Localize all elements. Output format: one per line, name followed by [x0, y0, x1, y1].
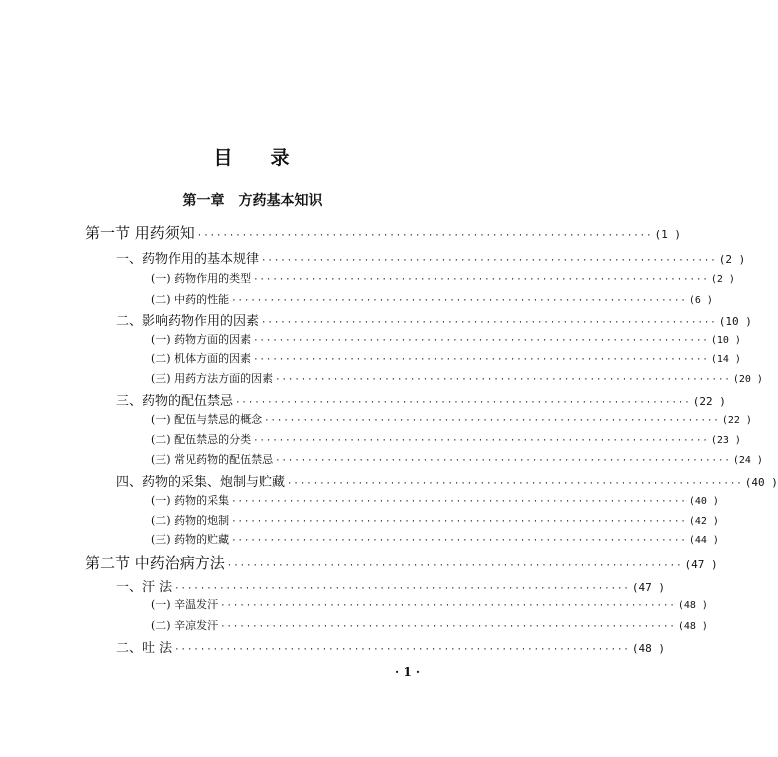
- toc-entry-item[interactable]: [151, 596, 708, 612]
- dot-leader: ·······································································: [220, 622, 676, 632]
- toc-entry-item[interactable]: [151, 331, 741, 347]
- toc-entry-subsection[interactable]: [116, 310, 752, 329]
- title-char-right: 录: [270, 147, 292, 169]
- toc-entry-page: (42 ): [688, 516, 719, 527]
- dot-leader: ·······································································: [253, 336, 709, 346]
- toc-entry-item[interactable]: [151, 531, 719, 547]
- toc-entry-section[interactable]: [85, 552, 718, 573]
- toc-entry-label: (二) 配伍禁忌的分类: [151, 433, 252, 446]
- title-char-left: 目: [213, 147, 235, 169]
- toc-entry-page: (10 ): [710, 335, 741, 346]
- toc-entry-label: 第一节 用药须知: [85, 224, 195, 242]
- toc-entry-label: 三、药物的配伍禁忌: [116, 394, 234, 409]
- toc-entry-item[interactable]: [151, 411, 752, 427]
- toc-entry-label: 一、汗 法: [116, 580, 173, 595]
- toc-entry-page: (48 ): [677, 600, 708, 611]
- toc-entry-label: (二) 中药的性能: [151, 293, 230, 306]
- dot-leader: ·······································································: [275, 456, 731, 466]
- toc-entry-item[interactable]: [151, 431, 741, 447]
- page-title: [0, 143, 505, 170]
- chapter-heading: [0, 190, 505, 210]
- dot-leader: ·······································································: [261, 256, 717, 266]
- dot-leader: ·······································································: [253, 355, 709, 365]
- dot-leader: ·······································································: [231, 536, 687, 546]
- toc-entry-label: (三) 药物的贮藏: [151, 533, 230, 546]
- dot-leader: ·······································································: [253, 436, 709, 446]
- toc-entry-label: (三) 用药方法方面的因素: [151, 372, 274, 385]
- dot-leader: ·······································································: [231, 296, 687, 306]
- toc-entry-page: (6 ): [688, 295, 713, 306]
- chapter-name: 方药基本知识: [238, 193, 323, 209]
- toc-entry-section[interactable]: [85, 222, 681, 243]
- toc-entry-label: (一) 药物方面的因素: [151, 333, 252, 346]
- toc-entry-subsection[interactable]: [116, 576, 665, 595]
- toc-entry-item[interactable]: [151, 492, 719, 508]
- toc-entry-page: (14 ): [710, 354, 741, 365]
- toc-entry-item[interactable]: [151, 370, 763, 386]
- dot-leader: ·······································································: [231, 517, 687, 527]
- toc-entry-label: 四、药物的采集、炮制与贮藏: [116, 475, 286, 490]
- toc-entry-label: 第二节 中药治病方法: [85, 554, 225, 572]
- toc-entry-item[interactable]: [151, 617, 708, 633]
- toc-entry-page: (10 ): [718, 315, 752, 328]
- toc-entry-page: (48 ): [631, 642, 665, 655]
- toc-entry-item[interactable]: [151, 512, 719, 528]
- dot-leader: ·······································································: [174, 645, 630, 655]
- toc-entry-label: (一) 药物的采集: [151, 494, 230, 507]
- toc-entry-subsection[interactable]: [116, 471, 778, 490]
- toc-entry-subsection[interactable]: [116, 248, 746, 267]
- toc-entry-page: (24 ): [732, 455, 763, 466]
- toc-entry-page: (48 ): [677, 621, 708, 632]
- dot-leader: ·······································································: [220, 601, 676, 611]
- toc-entry-label: (二) 药物的炮制: [151, 514, 230, 527]
- toc-entry-page: (22 ): [721, 415, 752, 426]
- toc-entry-item[interactable]: [151, 291, 713, 307]
- dot-leader: ·······································································: [275, 375, 731, 385]
- dot-leader: ·······································································: [226, 561, 683, 571]
- toc-entry-page: (40 ): [744, 476, 778, 489]
- toc-entry-label: (二) 机体方面的因素: [151, 352, 252, 365]
- toc-entry-page: (47 ): [684, 558, 718, 571]
- toc-entry-item[interactable]: [151, 270, 735, 286]
- dot-leader: ·······································································: [287, 479, 743, 489]
- toc-entry-label: (二) 辛凉发汗: [151, 619, 219, 632]
- dot-leader: ·······································································: [261, 318, 717, 328]
- toc-entry-page: (20 ): [732, 374, 763, 385]
- toc-entry-label: (一) 辛温发汗: [151, 598, 219, 611]
- toc-entry-label: 二、影响药物作用的因素: [116, 314, 260, 329]
- toc-entry-page: (1 ): [654, 228, 681, 241]
- dot-leader: ·······································································: [264, 416, 720, 426]
- toc-entry-page: (2 ): [710, 274, 735, 285]
- toc-entry-subsection[interactable]: [116, 637, 665, 656]
- dot-leader: ·······································································: [196, 231, 653, 241]
- toc-entry-label: (三) 常见药物的配伍禁忌: [151, 453, 274, 466]
- toc-entry-page: (44 ): [688, 535, 719, 546]
- chapter-number: 第一章: [182, 193, 225, 209]
- toc-entry-label: 一、药物作用的基本规律: [116, 252, 260, 267]
- dot-leader: ·······································································: [253, 275, 709, 285]
- toc-entry-page: (23 ): [710, 435, 741, 446]
- toc-entry-page: (22 ): [692, 395, 726, 408]
- toc-entry-subsection[interactable]: [116, 390, 726, 409]
- toc-entry-item[interactable]: [151, 350, 741, 366]
- page-number-marker: · 1 ·: [395, 665, 421, 679]
- toc-entry-label: (一) 药物作用的类型: [151, 272, 252, 285]
- toc-entry-label: (一) 配伍与禁忌的概念: [151, 413, 263, 426]
- toc-entry-page: (47 ): [631, 581, 665, 594]
- toc-entry-page: (2 ): [718, 253, 746, 266]
- dot-leader: ·······································································: [174, 584, 630, 594]
- dot-leader: ·······································································: [231, 497, 687, 507]
- toc-entry-item[interactable]: [151, 451, 763, 467]
- dot-leader: ·······································································: [235, 398, 691, 408]
- toc-entry-label: 二、吐 法: [116, 641, 173, 656]
- toc-entry-page: (40 ): [688, 496, 719, 507]
